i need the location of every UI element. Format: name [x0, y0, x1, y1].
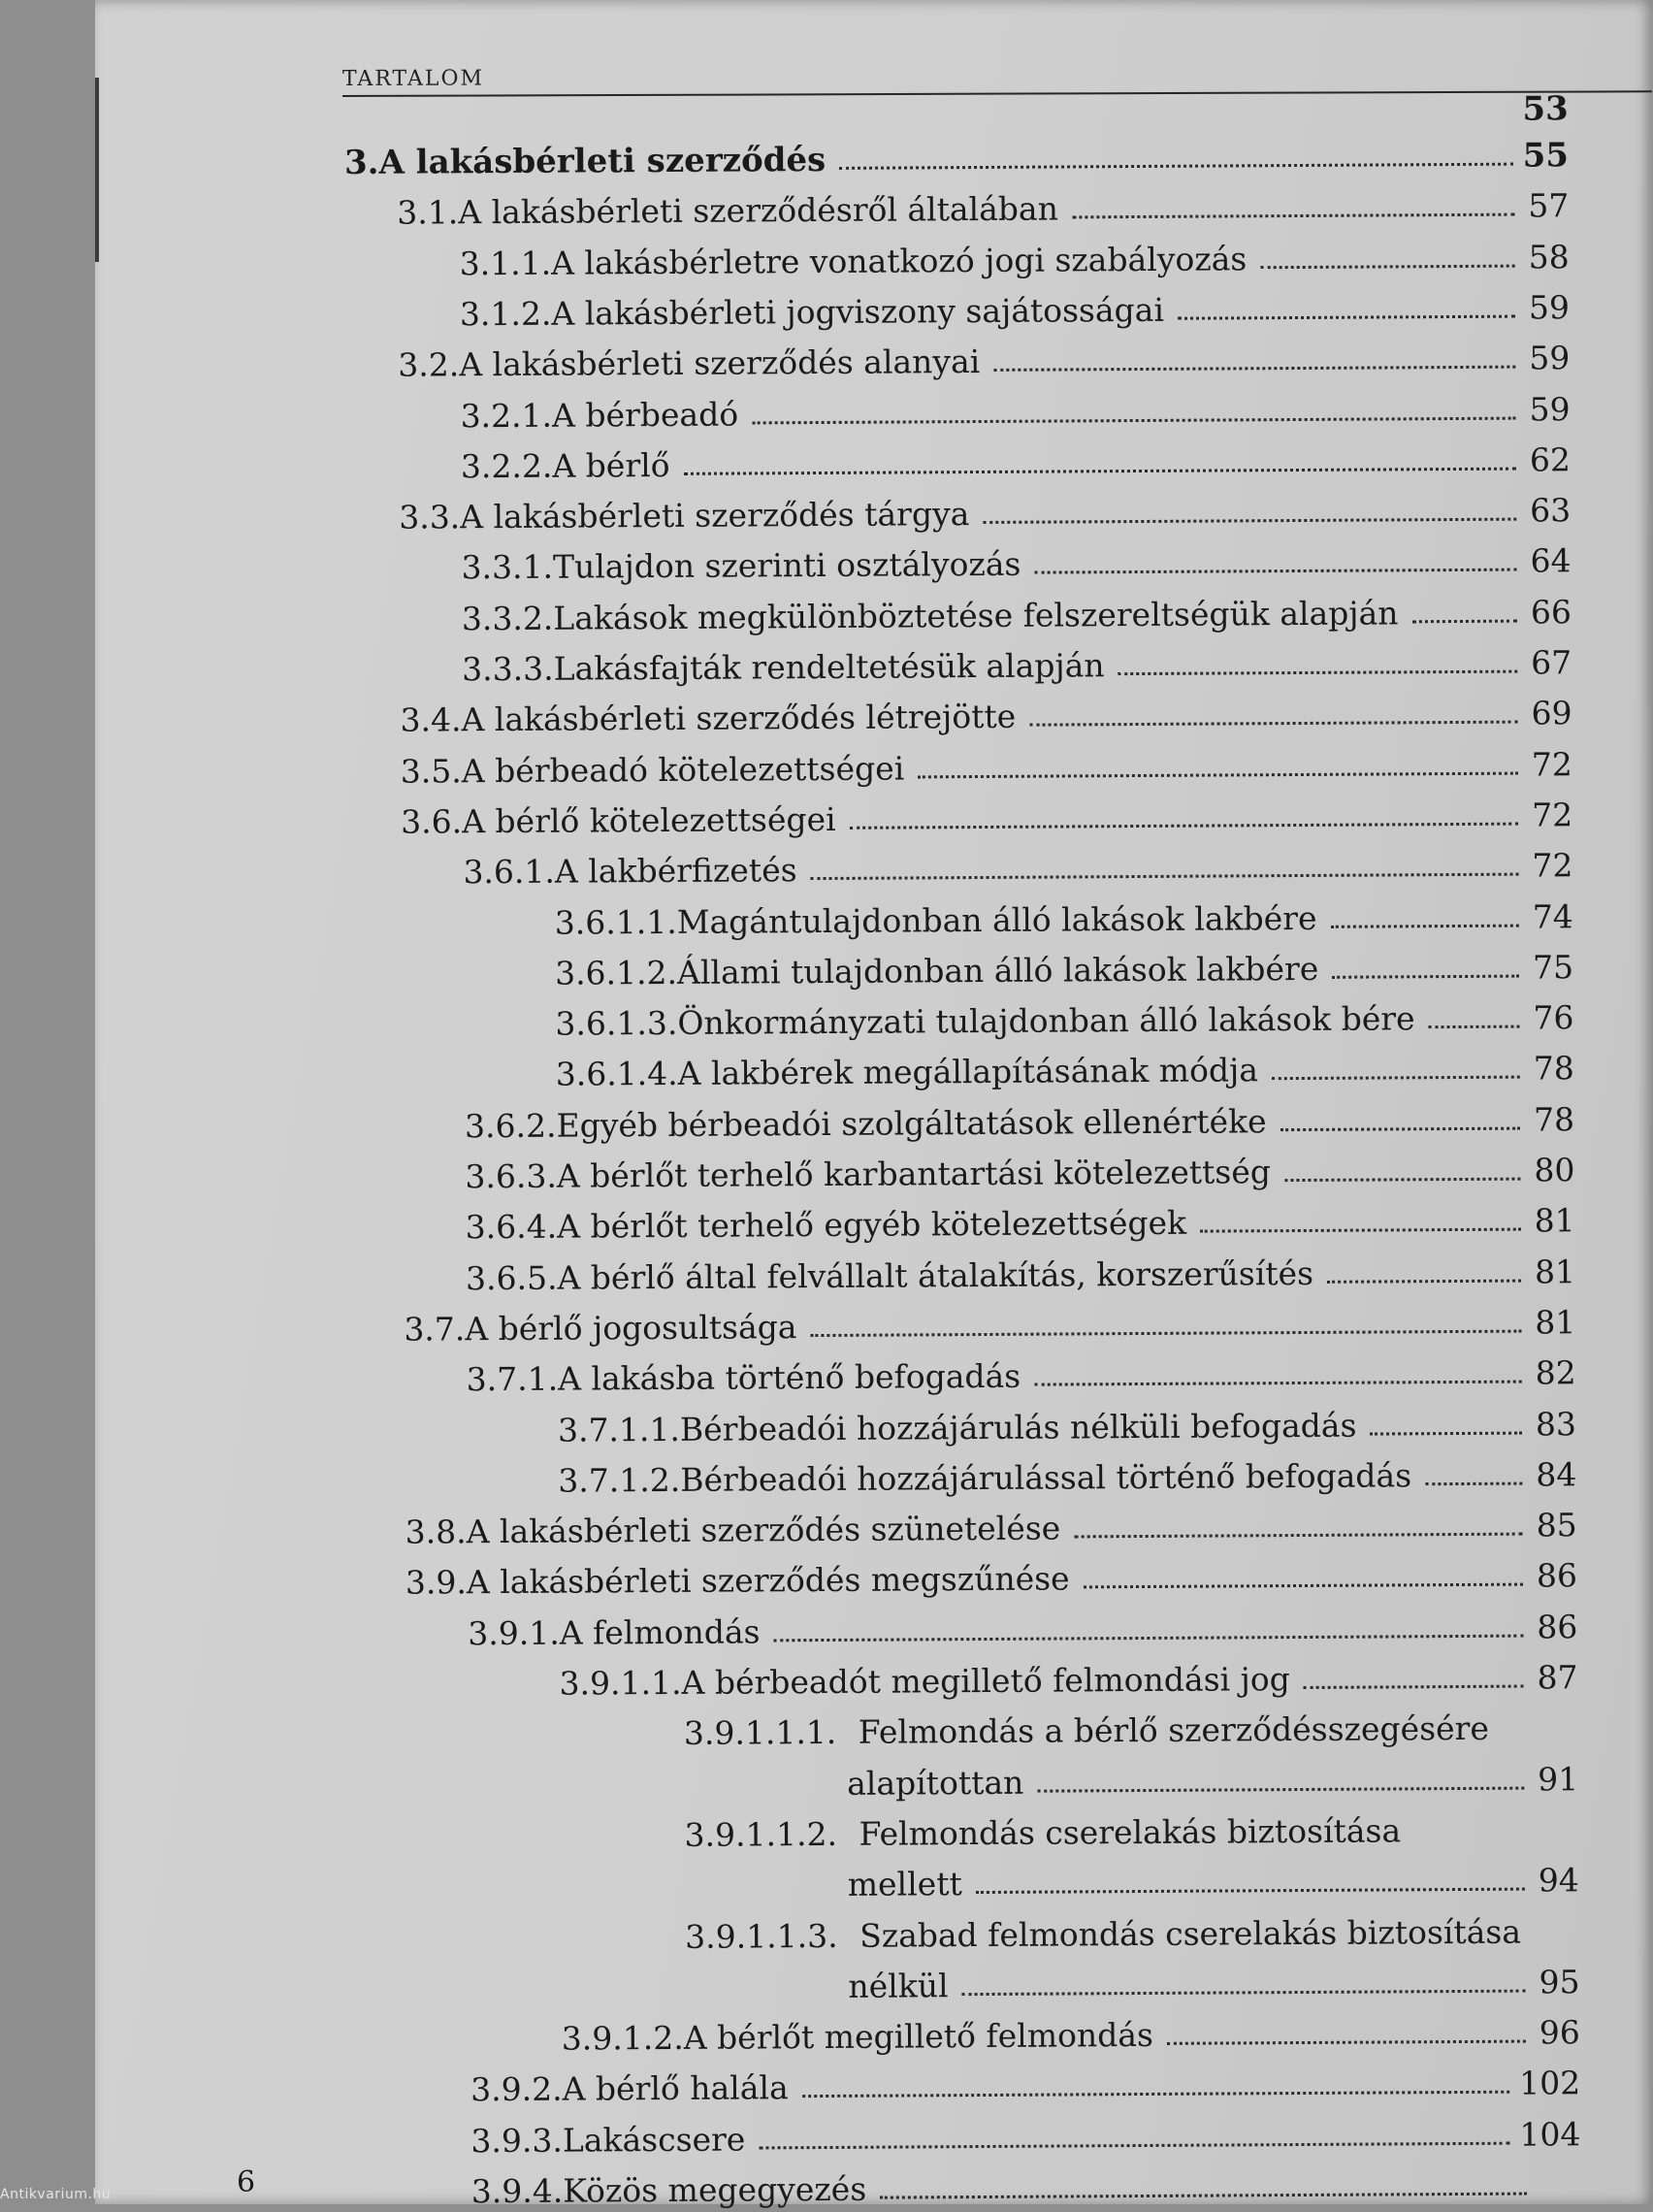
toc-entry[interactable] — [348, 796, 1572, 842]
toc-page-number: 72 — [1528, 745, 1572, 784]
toc-page-number: 57 — [1524, 187, 1569, 226]
toc-entry-title: A felmondás — [560, 1612, 761, 1652]
toc-entry-number: 3.1. — [397, 194, 458, 233]
toc-leader-dots — [774, 1634, 1524, 1642]
toc-leader-dots — [1084, 1583, 1523, 1589]
toc-page-number: 72 — [1528, 846, 1572, 885]
toc-page-number: 104 — [1519, 2115, 1580, 2154]
toc-entry-number: 3.1.1. — [460, 244, 552, 283]
toc-page-number: 78 — [1530, 1050, 1574, 1089]
toc-entry-title: A bérlő halála — [563, 2069, 789, 2109]
toc-entry-title: A lakásbérleti szerződés létrejötte — [461, 698, 1016, 739]
toc-entry[interactable] — [356, 2013, 1580, 2060]
toc-entry[interactable] — [347, 593, 1572, 639]
toc-entry-number: 3.6.3. — [465, 1157, 557, 1197]
toc-entry-title: A lakásbérleti szerződés tárgya — [460, 495, 969, 537]
toc-entry[interactable] — [348, 846, 1572, 893]
toc-entry-title: A bérbeadó — [552, 395, 738, 435]
toc-entry-number: 3.9.1.1.2. — [684, 1815, 837, 1854]
toc-leader-dots — [918, 771, 1518, 778]
toc-first-page-number: 53 — [344, 89, 1569, 136]
toc-leader-dots — [850, 823, 1519, 830]
toc-page-number: 74 — [1529, 897, 1573, 936]
toc-leader-dots — [759, 2141, 1509, 2149]
table-of-contents — [343, 0, 1581, 2204]
toc-entry-number: 3.3. — [399, 498, 460, 537]
toc-entry-title: A lakásbérleti szerződés — [378, 141, 826, 182]
toc-leader-dots — [962, 1989, 1526, 1996]
toc-entry-title: A lakásbérleti szerződés szünetelése — [467, 1510, 1061, 1552]
toc-leader-dots — [1034, 1381, 1522, 1386]
toc-entry[interactable] — [351, 1202, 1575, 1249]
toc-entry-title: A bérlő által felvállalt átalakítás, korszerűsítés — [557, 1254, 1313, 1298]
toc-page-number: 94 — [1535, 1861, 1579, 1900]
toc-leader-dots — [811, 1329, 1522, 1336]
toc-leader-dots — [1332, 974, 1519, 978]
toc-entry-title: Bérbeadói hozzájárulással történő befogadás — [680, 1456, 1411, 1500]
toc-entry-title: A lakásbérleti szerződésről általában — [458, 190, 1058, 233]
toc-page-number: 84 — [1532, 1455, 1576, 1494]
toc-entry-number: 3.3.1. — [461, 548, 553, 588]
toc-page-number: 86 — [1533, 1608, 1577, 1646]
toc-entry-number: 3.9.3. — [470, 2121, 563, 2161]
watermark: Antikvarium.hu — [0, 2187, 111, 2202]
toc-entry-title: A bérlő kötelezettségei — [462, 800, 836, 841]
toc-entry-title: Szabad felmondás cserelakás biztosítása — [859, 1912, 1521, 1954]
toc-entry[interactable] — [350, 1050, 1574, 1096]
toc-entry-title: Lakásfajták rendeltetésük alapján — [554, 646, 1105, 688]
toc-entry[interactable] — [350, 1151, 1574, 1197]
toc-entry-number: 3. — [344, 144, 379, 182]
toc-leader-dots — [880, 2193, 1527, 2199]
toc-entry[interactable] — [351, 1303, 1575, 1350]
toc-page-number: 64 — [1526, 542, 1571, 581]
toc-page-number: 63 — [1526, 491, 1571, 530]
toc-entry[interactable] — [349, 948, 1573, 994]
toc-entry[interactable] — [349, 897, 1573, 944]
toc-entry-number: 3.9.1.2. — [562, 2019, 684, 2059]
toc-entry-title: A bérlő jogosultsága — [465, 1308, 796, 1349]
toc-entry-number: 3.7.1.1. — [558, 1410, 680, 1449]
page-number: 6 — [237, 2165, 255, 2199]
toc-entry-title: A bérlő — [552, 446, 669, 486]
toc-entry[interactable] — [346, 390, 1571, 437]
toc-entry[interactable] — [346, 542, 1571, 589]
toc-entry-title-continuation: nélkül — [848, 1967, 948, 2006]
toc-leader-dots — [1200, 1228, 1521, 1233]
toc-entry[interactable] — [352, 1405, 1576, 1451]
toc-entry-title: Bérbeadói hozzájárulás nélküli befogadás — [680, 1406, 1357, 1448]
toc-entry[interactable] — [355, 1861, 1579, 1907]
toc-leader-dots — [1429, 1025, 1520, 1029]
toc-page-number: 59 — [1525, 339, 1570, 377]
toc-entry-title: A bérlőt terhelő karbantartási kötelezettség — [557, 1153, 1271, 1195]
toc-entry-title: Felmondás cserelakás biztosítása — [859, 1811, 1401, 1852]
header-title: TARTALOM — [342, 66, 484, 91]
toc-entry-title: A bérbeadót megillető felmondási jog — [681, 1660, 1290, 1703]
toc-page-number: 86 — [1533, 1557, 1577, 1596]
toc-leader-dots — [802, 2091, 1509, 2098]
toc-leader-dots — [1331, 924, 1519, 927]
toc-entry[interactable] — [356, 2065, 1580, 2111]
toc-page-number: 81 — [1531, 1252, 1575, 1291]
toc-leader-dots — [811, 873, 1519, 880]
toc-entry[interactable] — [354, 1760, 1578, 1806]
toc-leader-dots — [1074, 1533, 1522, 1539]
toc-leader-dots — [1284, 1178, 1520, 1182]
toc-entry[interactable] — [349, 998, 1573, 1045]
toc-entry[interactable] — [353, 1658, 1577, 1705]
toc-entry-title: A lakásba történő befogadás — [558, 1357, 1021, 1399]
toc-leader-dots — [752, 416, 1515, 424]
toc-page-number: 96 — [1536, 2013, 1580, 2052]
toc-page-number: 91 — [1534, 1760, 1578, 1799]
toc-entry-title: A bérlőt megillető felmondás — [684, 2016, 1153, 2058]
toc-entry-number: 3.3.3. — [462, 650, 554, 690]
toc-page-number: 81 — [1531, 1303, 1575, 1342]
toc-page-number: 102 — [1519, 2065, 1580, 2103]
toc-entry-number: 3.2.2. — [461, 446, 553, 486]
toc-entry-title: A lakásbérleti jogviszony sajátosságai — [551, 291, 1164, 334]
toc-entry-title: Közös megegyezés — [563, 2170, 866, 2211]
toc-entry-number: 3.6.1.2. — [555, 954, 677, 993]
toc-leader-dots — [976, 1888, 1525, 1894]
toc-entry-number: 3.9.1.1.1. — [684, 1713, 837, 1752]
toc-leader-dots — [1034, 569, 1516, 574]
toc-entry-title: Felmondás a bérlő szerződésszegésére — [859, 1709, 1489, 1751]
toc-leader-dots — [1072, 213, 1514, 219]
toc-page-number: 75 — [1529, 948, 1573, 987]
toc-page-number: 95 — [1535, 1963, 1579, 2001]
toc-leader-dots — [1118, 670, 1518, 676]
toc-leader-dots — [1260, 264, 1514, 269]
toc-entry[interactable] — [345, 238, 1570, 284]
toc-page-number: 59 — [1525, 390, 1570, 429]
toc-entry-number: 3.4. — [400, 701, 461, 740]
toc-entry-number: 3.1.2. — [460, 295, 552, 335]
toc-page-number: 87 — [1533, 1658, 1577, 1697]
toc-page-number: 62 — [1526, 440, 1571, 479]
toc-entry-number: 3.6.1.1. — [555, 902, 677, 942]
toc-leader-dots — [1371, 1431, 1523, 1435]
toc-entry-title: Tulajdon szerinti osztályozás — [553, 545, 1021, 587]
toc-leader-dots — [684, 467, 1516, 474]
gutter-line — [95, 78, 99, 262]
toc-entry-title: Magántulajdonban álló lakások lakbére — [677, 898, 1317, 941]
toc-page-number: 58 — [1525, 238, 1570, 276]
toc-entry-title: Állami tulajdonban álló lakások lakbére — [677, 950, 1318, 992]
toc-entry-number: 3.9.2. — [470, 2070, 563, 2110]
toc-entry-number: 3.6.4. — [466, 1208, 558, 1248]
toc-entry[interactable] — [347, 643, 1572, 690]
toc-entry[interactable] — [352, 1353, 1576, 1400]
toc-leader-dots — [1412, 619, 1517, 623]
toc-page-number: 59 — [1525, 288, 1570, 327]
toc-entry-title: A bérlőt terhelő egyéb kötelezettségek — [557, 1204, 1186, 1247]
toc-entry-number: 3.2. — [398, 345, 459, 384]
toc-entry-number: 3.6.1.3. — [555, 1004, 677, 1044]
toc-entry-number: 3.9.1.1. — [559, 1664, 681, 1704]
toc-entry[interactable] — [344, 136, 1569, 182]
toc-page-number: 78 — [1530, 1100, 1574, 1139]
toc-entry[interactable] — [351, 1252, 1575, 1299]
toc-entry[interactable] — [347, 695, 1572, 741]
toc-leader-dots — [1037, 1786, 1524, 1792]
toc-leader-dots — [1167, 2040, 1526, 2045]
toc-entry-number: 3.9. — [405, 1564, 467, 1603]
toc-page-number: 81 — [1531, 1202, 1575, 1241]
toc-leader-dots — [983, 518, 1516, 524]
toc-entry-title: Lakások megkülönböztetése felszereltségük alapján — [553, 594, 1398, 637]
toc-leader-dots — [1280, 1126, 1520, 1131]
toc-entry[interactable] — [345, 339, 1570, 385]
toc-entry-number: 3.7.1.2. — [558, 1461, 680, 1501]
toc-entry-number: 3.3.2. — [462, 599, 554, 638]
toc-entry-wrap — [684, 1709, 1489, 1753]
toc-entry-number: 3.7. — [404, 1310, 465, 1349]
toc-entry-title: Lakáscsere — [563, 2120, 746, 2160]
toc-entry-number: 3.8. — [405, 1513, 467, 1551]
toc-entry[interactable] — [353, 1557, 1577, 1604]
toc-entry-number: 3.9.1.1.3. — [685, 1916, 838, 1955]
toc-entry-title: Egyéb bérbeadói szolgáltatások ellenértéke — [556, 1102, 1266, 1145]
toc-entry[interactable] — [346, 491, 1571, 537]
toc-leader-dots — [1029, 721, 1517, 727]
toc-leader-dots — [1327, 1279, 1521, 1283]
toc-entry[interactable] — [352, 1455, 1576, 1502]
toc-page-number: 82 — [1532, 1353, 1576, 1392]
toc-entry-number: 3.6.1.4. — [556, 1055, 678, 1094]
toc-entry-number: 3.5. — [401, 752, 462, 791]
toc-entry-title: A lakásbérleti szerződés megszűnése — [467, 1560, 1070, 1603]
toc-page-number: 72 — [1528, 796, 1572, 834]
toc-entry-number: 3.9.1. — [468, 1613, 560, 1653]
toc-entry[interactable] — [346, 440, 1571, 487]
toc-page-number: 85 — [1533, 1506, 1577, 1545]
toc-leader-dots — [1178, 315, 1515, 320]
toc-leader-dots — [1304, 1685, 1524, 1689]
toc-entry[interactable] — [350, 1100, 1574, 1147]
toc-leader-dots — [993, 366, 1515, 372]
toc-entry-number: 3.9.4. — [471, 2172, 564, 2212]
toc-page-number: 80 — [1530, 1151, 1574, 1189]
toc-entry-title-continuation: mellett — [848, 1865, 962, 1904]
toc-entry-wrap — [684, 1811, 1401, 1855]
toc-page-number: 69 — [1527, 695, 1572, 733]
toc-entry[interactable] — [348, 745, 1572, 792]
toc-entry-wrap — [685, 1912, 1521, 1956]
toc-entry-title: A lakbérfizetés — [555, 851, 797, 892]
toc-entry[interactable] — [355, 1963, 1579, 2009]
toc-entry[interactable] — [344, 187, 1569, 234]
toc-entry[interactable] — [345, 288, 1570, 335]
toc-entry-number: 3.6.1. — [463, 853, 555, 893]
toc-leader-dots — [1425, 1481, 1522, 1485]
toc-page-number: 66 — [1527, 593, 1572, 632]
toc-entry-number: 3.2.1. — [460, 396, 552, 436]
toc-entry-number: 3.6.2. — [465, 1106, 557, 1146]
toc-entry-title: A lakásbérletre vonatkozó jogi szabályozás — [551, 240, 1247, 282]
toc-entry-title: A lakbérek megállapításának módja — [678, 1052, 1258, 1094]
toc-entry-number: 3.6. — [401, 802, 462, 841]
toc-entry-number: 3.6.5. — [466, 1258, 558, 1298]
toc-entry[interactable] — [353, 1608, 1577, 1654]
toc-page-number: 67 — [1527, 643, 1572, 682]
toc-entry[interactable] — [356, 2115, 1580, 2162]
toc-entry[interactable] — [353, 1506, 1577, 1552]
toc-entry-title: A lakásbérleti szerződés alanyai — [459, 342, 980, 384]
toc-entry-number: 3.7.1. — [467, 1360, 559, 1400]
toc-page-number: 76 — [1529, 998, 1573, 1037]
toc-entry-title: A bérbeadó kötelezettségei — [462, 749, 905, 791]
toc-entry-title: Önkormányzati tulajdonban álló lakások bére — [677, 999, 1414, 1043]
toc-page-number: 55 — [1523, 136, 1570, 175]
toc-leader-dots — [839, 163, 1512, 170]
toc-page-number: 83 — [1532, 1405, 1576, 1444]
toc-entry[interactable] — [357, 2165, 1581, 2212]
toc-leader-dots — [1272, 1076, 1520, 1081]
toc-entry-title-continuation: alapítottan — [847, 1763, 1023, 1803]
